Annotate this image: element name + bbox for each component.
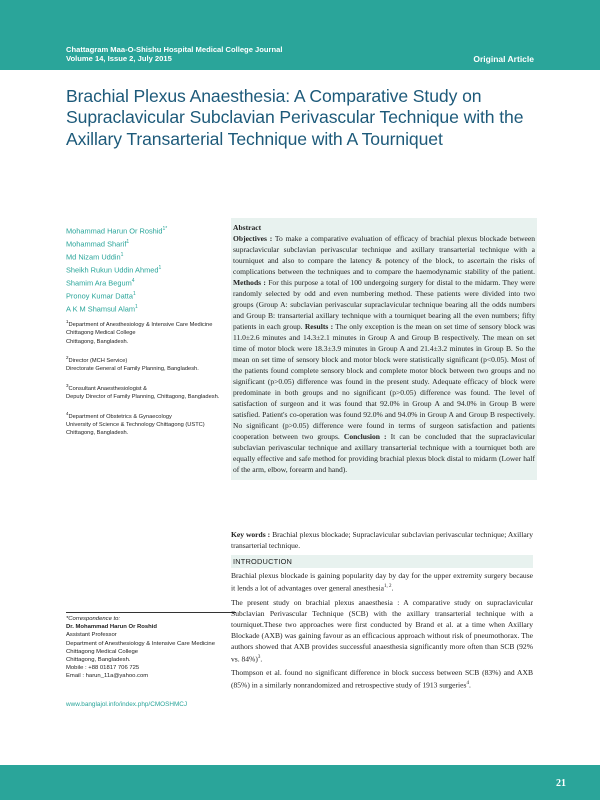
page-number: 21 xyxy=(556,778,566,789)
author-list xyxy=(66,224,231,315)
abstract-body: Objectives : To make a comparative evaluation of efficacy of brachial plexus blockade between supraclavicular subclavian perivascular technique and axillary transarterial technique with a tourniquet and also to compare the latency & potency of the block, to ascertain the risks of complications between the techniques and to compare the haemodynamic stability of the patient. Methods : For this purpose a total of 100 undergoing surgery for distal to the midarm. They were randomly selected by odd and even numbering method. These patients were divided into two groups (Group A: subclavian perivascular supraclavicular technique bearing all the odds numbers and Group B: transarterial axillary technique with a tourniquet bearing all the even numbers; fifty patients in each group. Results : The only exception is the mean on set time of sensory block was 11.0±2.6 minutes and 14.3±2.1 minutes in Group A and Group B respectively. The mean on set time of motor block were 18.3±3.9 minutes in Group A and 21.4±3.2 minutes in Group B. So the mean on set time of sensory block and motor block were statistically significant (p<0.05). Most of the patients found complete sensory block and complete motor block between two groups and no significant (p>0.05) difference was found in the present study. Adequate efficacy of block were predominate in both groups and no significant (p>0.05) difference was found. The level of satisfaction of surgeon and it was found that 92.0% in Group A and 94.0% in Group B were satisfied. Patient's co-operation was found 92.0% and 94.0% in Group A and Group B respectively. No significant (p>0.05) difference were found in terms of surgeon satisfaction and patients cooperation between two groups. Conclusion : It can be concluded that the supraclavicular subclavian perivascular technique and axillary transarterial technique with a tourniquet both are equally effective and safe method for providing brachial plexus block distal to midarm (Lower half of the arm, elbow, forearm and hand). xyxy=(233,234,536,474)
keywords: Key words : Brachial plexus blockade; Supraclavicular subclavian perivascular technique; Axillary transarterial technique. xyxy=(231,530,533,550)
journal-header-band xyxy=(0,0,600,70)
abstract-panel xyxy=(231,218,537,480)
author-item: Mohammad Harun Or Roshid$^{1*}$ xyxy=(66,226,168,236)
journal-info xyxy=(66,45,282,63)
introduction-heading: INTRODUCTION xyxy=(231,555,533,568)
correspondence-position: Assistant Professor xyxy=(66,632,117,639)
article-title: Brachial Plexus Anaesthesia: A Comparative Study on Supraclavicular Subclavian Perivascular Technique with the Axillary Transarterial Technique with A Tourniquet xyxy=(66,86,524,149)
author-item: Mohammad Sharif$^1$ xyxy=(66,239,130,249)
author-item: A K M Shamsul Alam$^1$ xyxy=(66,304,138,314)
affiliation-item: $^1$Department of Anesthesiology & Intensive Care Medicine Chittagong Medical College Chittagong, Bangladesh. xyxy=(66,319,213,345)
page-footer-band xyxy=(0,765,600,800)
author-item: Shamim Ara Begum$^4$ xyxy=(66,278,135,288)
introduction-paragraph: The present study on brachial plexus anaesthesia : A comparative study on supraclavicular Subclavian Perivascular Technique (SCB) with the axillary transarterial technique with a tourniquet.These two approaches were first conducted by Brand et al. at a time when Axillary Blockade (AXB) was gaining favour as an efficacious approach without risk of pneumothorax. The authors showed that AXB provides successful anaesthesia significantly more often than SCB (92% vs. 84%)$^3$. xyxy=(231,597,533,664)
article-type-label: Original Article xyxy=(473,54,534,64)
introduction-paragraph: Thompson et al. found no significant difference in block success between SCB (83%) and AXB (85%) in a similarly nonrandomized and retrospective study of 1913 surgeries$^4$. xyxy=(231,668,533,690)
author-item: Pronoy Kumar Datta$^1$ xyxy=(66,291,136,301)
affiliation-list xyxy=(66,318,236,446)
correspondence-block xyxy=(66,612,236,681)
correspondence-mobile: Mobile : +88 01817 706 725 xyxy=(66,665,140,672)
introduction-section xyxy=(231,555,533,694)
affiliation-item: $^3$Consultant Anaesthesiologist & Deputy Director of Family Planning, Chittagong, Bangladesh. xyxy=(66,382,220,401)
journal-website-link[interactable]: www.banglajol.info/index.php/CMOSHMCJ xyxy=(66,701,188,708)
correspondence-title: *Correspondence to: xyxy=(66,616,121,622)
correspondence-email[interactable]: Email : harun_11a@yahoo.com xyxy=(66,673,149,680)
correspondence-city: Chittagong, Bangladesh. xyxy=(66,657,131,664)
introduction-paragraph: Brachial plexus blockade is gaining popularity day by day for the upper extremity surgery because it lends a lot of advantages over general anesthesia$^{1, 2}$. xyxy=(231,571,533,593)
author-item: Md Nizam Uddin$^1$ xyxy=(66,252,124,262)
abstract-heading: Abstract xyxy=(233,223,262,232)
correspondence-department: Department of Anesthesiology & Intensive Care Medicine xyxy=(66,640,215,647)
author-item: Sheikh Rukun Uddin Ahmed$^1$ xyxy=(66,265,162,275)
affiliation-item: $^4$Department of Obstetrics & Gynaecology University of Science & Technology Chittagong (USTC) Chittagong, Bangladesh. xyxy=(66,410,205,437)
journal-name: Chattagram Maa-O-Shishu Hospital Medical College Journal xyxy=(66,45,283,54)
correspondence-name: Dr. Mohammad Harun Or Roshid xyxy=(66,624,157,631)
affiliation-item: $^2$Director (MCH Service) Directorate General of Family Planning, Bangladesh. xyxy=(66,355,199,373)
correspondence-college: Chittagong Medical College xyxy=(66,648,139,655)
journal-issue: Volume 14, Issue 2, July 2015 xyxy=(66,54,172,63)
